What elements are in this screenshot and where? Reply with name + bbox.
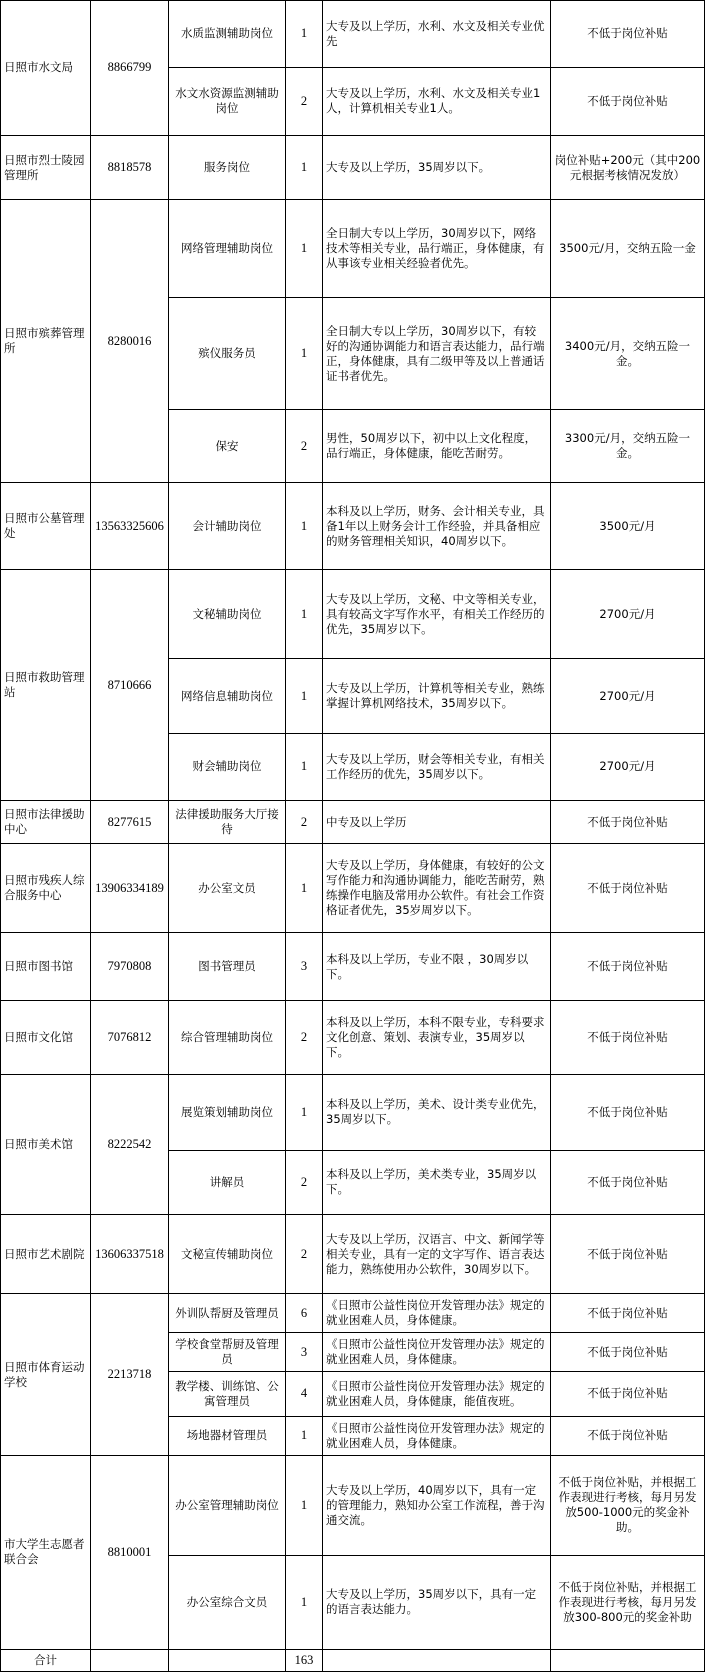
count-cell: 2 <box>286 800 323 843</box>
table-row <box>1 844 705 933</box>
position-cell: 办公室综合文员 <box>169 1556 286 1650</box>
position-cell: 水质监测辅助岗位 <box>169 1 286 68</box>
table-row <box>1 200 705 298</box>
pay-cell: 3500元/月，交纳五险一金 <box>551 200 705 298</box>
position-cell: 场地器材管理员 <box>169 1416 286 1455</box>
count-cell: 4 <box>286 1372 323 1417</box>
phone-cell: 7970808 <box>91 933 169 1001</box>
pay-cell: 不低于岗位补贴 <box>551 1294 705 1333</box>
requirement-cell: 《日照市公益性岗位开发管理办法》规定的就业困难人员，身体健康。 <box>323 1294 551 1333</box>
position-cell: 文秘辅助岗位 <box>169 570 286 659</box>
position-cell: 学校食堂帮厨及管理员 <box>169 1333 286 1372</box>
pay-cell: 不低于岗位补贴，并根据工作表现进行考核，每月另发放500-1000元的奖金补助。 <box>551 1455 705 1555</box>
org-name-cell: 日照市救助管理站 <box>1 570 91 801</box>
total-label-cell: 合计 <box>1 1649 91 1671</box>
phone-cell: 8222542 <box>91 1074 169 1214</box>
table-row <box>1 483 705 570</box>
position-cell: 讲解员 <box>169 1150 286 1215</box>
count-cell: 2 <box>286 1150 323 1215</box>
requirement-cell: 大专及以上学历，40周岁以下，具有一定的管理能力，熟知办公室工作流程，善于沟通交流。 <box>323 1455 551 1555</box>
pay-cell: 2700元/月 <box>551 570 705 659</box>
table-row <box>1 570 705 659</box>
org-name-cell: 日照市美术馆 <box>1 1074 91 1214</box>
requirement-cell: 大专及以上学历，水利、水文及相关专业1人，计算机相关专业1人。 <box>323 67 551 135</box>
count-cell: 2 <box>286 409 323 483</box>
count-cell: 3 <box>286 1333 323 1372</box>
pay-cell: 不低于岗位补贴 <box>551 1001 705 1075</box>
requirement-cell: 《日照市公益性岗位开发管理办法》规定的就业困难人员，身体健康。 <box>323 1416 551 1455</box>
phone-cell: 8710666 <box>91 570 169 801</box>
position-cell: 教学楼、训练馆、公寓管理员 <box>169 1372 286 1417</box>
count-cell: 3 <box>286 933 323 1001</box>
position-cell: 展览策划辅助岗位 <box>169 1074 286 1150</box>
count-cell: 1 <box>286 1 323 68</box>
pay-cell: 3300元/月，交纳五险一金。 <box>551 409 705 483</box>
pay-cell: 不低于岗位补贴 <box>551 1074 705 1150</box>
table-row <box>1 135 705 200</box>
count-cell: 1 <box>286 1556 323 1650</box>
table-row <box>1 800 705 843</box>
pay-cell: 不低于岗位补贴 <box>551 800 705 843</box>
total-row <box>1 1649 705 1671</box>
position-cell: 殡仪服务员 <box>169 298 286 409</box>
table-row <box>1 1 705 68</box>
org-name-cell: 日照市艺术剧院 <box>1 1215 91 1294</box>
phone-cell: 8866799 <box>91 1 169 136</box>
total-blank-cell <box>169 1649 286 1671</box>
pay-cell: 不低于岗位补贴 <box>551 933 705 1001</box>
position-cell: 图书管理员 <box>169 933 286 1001</box>
phone-cell: 2213718 <box>91 1294 169 1456</box>
pay-cell: 不低于岗位补贴 <box>551 1333 705 1372</box>
position-cell: 网络信息辅助岗位 <box>169 659 286 734</box>
pay-cell: 不低于岗位补贴，并根据工作表现进行考核，每月另发放300-800元的奖金补助 <box>551 1556 705 1650</box>
total-count-cell: 163 <box>286 1649 323 1671</box>
pay-cell: 2700元/月 <box>551 659 705 734</box>
pay-cell: 不低于岗位补贴 <box>551 844 705 933</box>
requirement-cell: 大专及以上学历，汉语言、中文、新闻学等相关专业，具有一定的文字写作、语言表达能力，熟练使用办公软件，30周岁以下。 <box>323 1215 551 1294</box>
requirement-cell: 大专及以上学历，财会等相关专业，有相关工作经历的优先，35周岁以下。 <box>323 733 551 800</box>
requirement-cell: 男性，50周岁以下，初中以上文化程度，品行端正，身体健康，能吃苦耐劳。 <box>323 409 551 483</box>
org-name-cell: 日照市烈士陵园管理所 <box>1 135 91 200</box>
phone-cell: 13563325606 <box>91 483 169 570</box>
phone-cell: 13906334189 <box>91 844 169 933</box>
requirement-cell: 全日制大专以上学历，30周岁以下，有较好的沟通协调能力和语言表达能力，品行端正，身体健康，具有二级甲等及以上普通话证书者优先。 <box>323 298 551 409</box>
count-cell: 6 <box>286 1294 323 1333</box>
count-cell: 1 <box>286 1455 323 1555</box>
position-cell: 服务岗位 <box>169 135 286 200</box>
requirement-cell: 《日照市公益性岗位开发管理办法》规定的就业困难人员，身体健康。 <box>323 1333 551 1372</box>
table-row <box>1 1001 705 1075</box>
pay-cell: 3500元/月 <box>551 483 705 570</box>
org-name-cell: 市大学生志愿者联合会 <box>1 1455 91 1649</box>
org-name-cell: 日照市文化馆 <box>1 1001 91 1075</box>
pay-cell: 不低于岗位补贴 <box>551 1215 705 1294</box>
position-cell: 办公室文员 <box>169 844 286 933</box>
requirement-cell: 大专及以上学历，35周岁以下。 <box>323 135 551 200</box>
phone-cell: 8280016 <box>91 200 169 483</box>
position-cell: 文秘宣传辅助岗位 <box>169 1215 286 1294</box>
position-cell: 财会辅助岗位 <box>169 733 286 800</box>
pay-cell: 岗位补贴+200元（其中200元根据考核情况发放） <box>551 135 705 200</box>
requirement-cell: 大专及以上学历，文秘、中文等相关专业，具有较高文字写作水平，有相关工作经历的优先，35周岁以下。 <box>323 570 551 659</box>
org-name-cell: 日照市体育运动学校 <box>1 1294 91 1456</box>
count-cell: 1 <box>286 659 323 734</box>
count-cell: 2 <box>286 1001 323 1075</box>
requirement-cell: 大专及以上学历，35周岁以下，具有一定的语言表达能力。 <box>323 1556 551 1650</box>
count-cell: 2 <box>286 67 323 135</box>
requirement-cell: 本科及以上学历，财务、会计相关专业，具备1年以上财务会计工作经验，并具备相应的财务管理相关知识，40周岁以下。 <box>323 483 551 570</box>
table-row <box>1 1455 705 1555</box>
requirement-cell: 本科及以上学历，本科不限专业，专科要求文化创意、策划、表演专业，35周岁以下。 <box>323 1001 551 1075</box>
count-cell: 1 <box>286 733 323 800</box>
total-blank-cell <box>551 1649 705 1671</box>
position-cell: 保安 <box>169 409 286 483</box>
position-cell: 网络管理辅助岗位 <box>169 200 286 298</box>
requirement-cell: 《日照市公益性岗位开发管理办法》规定的就业困难人员，身体健康，能值夜班。 <box>323 1372 551 1417</box>
org-name-cell: 日照市水文局 <box>1 1 91 136</box>
org-name-cell: 日照市公墓管理处 <box>1 483 91 570</box>
count-cell: 1 <box>286 135 323 200</box>
table-row <box>1 933 705 1001</box>
requirement-cell: 本科及以上学历，专业不限 ，30周岁以下。 <box>323 933 551 1001</box>
requirement-cell: 全日制大专以上学历，30周岁以下，网络技术等相关专业，品行端正，身体健康，有从事该专业相关经验者优先。 <box>323 200 551 298</box>
pay-cell: 2700元/月 <box>551 733 705 800</box>
phone-cell: 8810001 <box>91 1455 169 1649</box>
org-name-cell: 日照市图书馆 <box>1 933 91 1001</box>
phone-cell: 7076812 <box>91 1001 169 1075</box>
position-cell: 法律援助服务大厅接待 <box>169 800 286 843</box>
count-cell: 1 <box>286 1416 323 1455</box>
org-name-cell: 日照市殡葬管理所 <box>1 200 91 483</box>
count-cell: 1 <box>286 298 323 409</box>
phone-cell: 8277615 <box>91 800 169 843</box>
pay-cell: 不低于岗位补贴 <box>551 1416 705 1455</box>
requirement-cell: 大专及以上学历，水利、水文及相关专业优先 <box>323 1 551 68</box>
requirement-cell: 大专及以上学历，身体健康，有较好的公文写作能力和沟通协调能力，能吃苦耐劳，熟练操作电脑及常用办公软件。有社会工作资格证者优先，35岁周岁以下。 <box>323 844 551 933</box>
pay-cell: 3400元/月，交纳五险一金。 <box>551 298 705 409</box>
position-cell: 办公室管理辅助岗位 <box>169 1455 286 1555</box>
total-blank-cell <box>91 1649 169 1671</box>
phone-cell: 13606337518 <box>91 1215 169 1294</box>
count-cell: 2 <box>286 1215 323 1294</box>
table-row <box>1 1215 705 1294</box>
requirement-cell: 本科及以上学历，美术、设计类专业优先，35周岁以下。 <box>323 1074 551 1150</box>
position-cell: 综合管理辅助岗位 <box>169 1001 286 1075</box>
count-cell: 1 <box>286 570 323 659</box>
table-row <box>1 1074 705 1150</box>
pay-cell: 不低于岗位补贴 <box>551 67 705 135</box>
pay-cell: 不低于岗位补贴 <box>551 1 705 68</box>
phone-cell: 8818578 <box>91 135 169 200</box>
position-cell: 水文水资源监测辅助岗位 <box>169 67 286 135</box>
count-cell: 1 <box>286 200 323 298</box>
org-name-cell: 日照市法律援助中心 <box>1 800 91 843</box>
org-name-cell: 日照市残疾人综合服务中心 <box>1 844 91 933</box>
table-row <box>1 1294 705 1333</box>
requirement-cell: 中专及以上学历 <box>323 800 551 843</box>
requirement-cell: 大专及以上学历，计算机等相关专业，熟练掌握计算机网络技术，35周岁以下。 <box>323 659 551 734</box>
position-cell: 会计辅助岗位 <box>169 483 286 570</box>
position-cell: 外训队帮厨及管理员 <box>169 1294 286 1333</box>
count-cell: 1 <box>286 483 323 570</box>
count-cell: 1 <box>286 1074 323 1150</box>
pay-cell: 不低于岗位补贴 <box>551 1150 705 1215</box>
count-cell: 1 <box>286 844 323 933</box>
requirement-cell: 本科及以上学历，美术类专业，35周岁以下。 <box>323 1150 551 1215</box>
pay-cell: 不低于岗位补贴 <box>551 1372 705 1417</box>
total-blank-cell <box>323 1649 551 1671</box>
